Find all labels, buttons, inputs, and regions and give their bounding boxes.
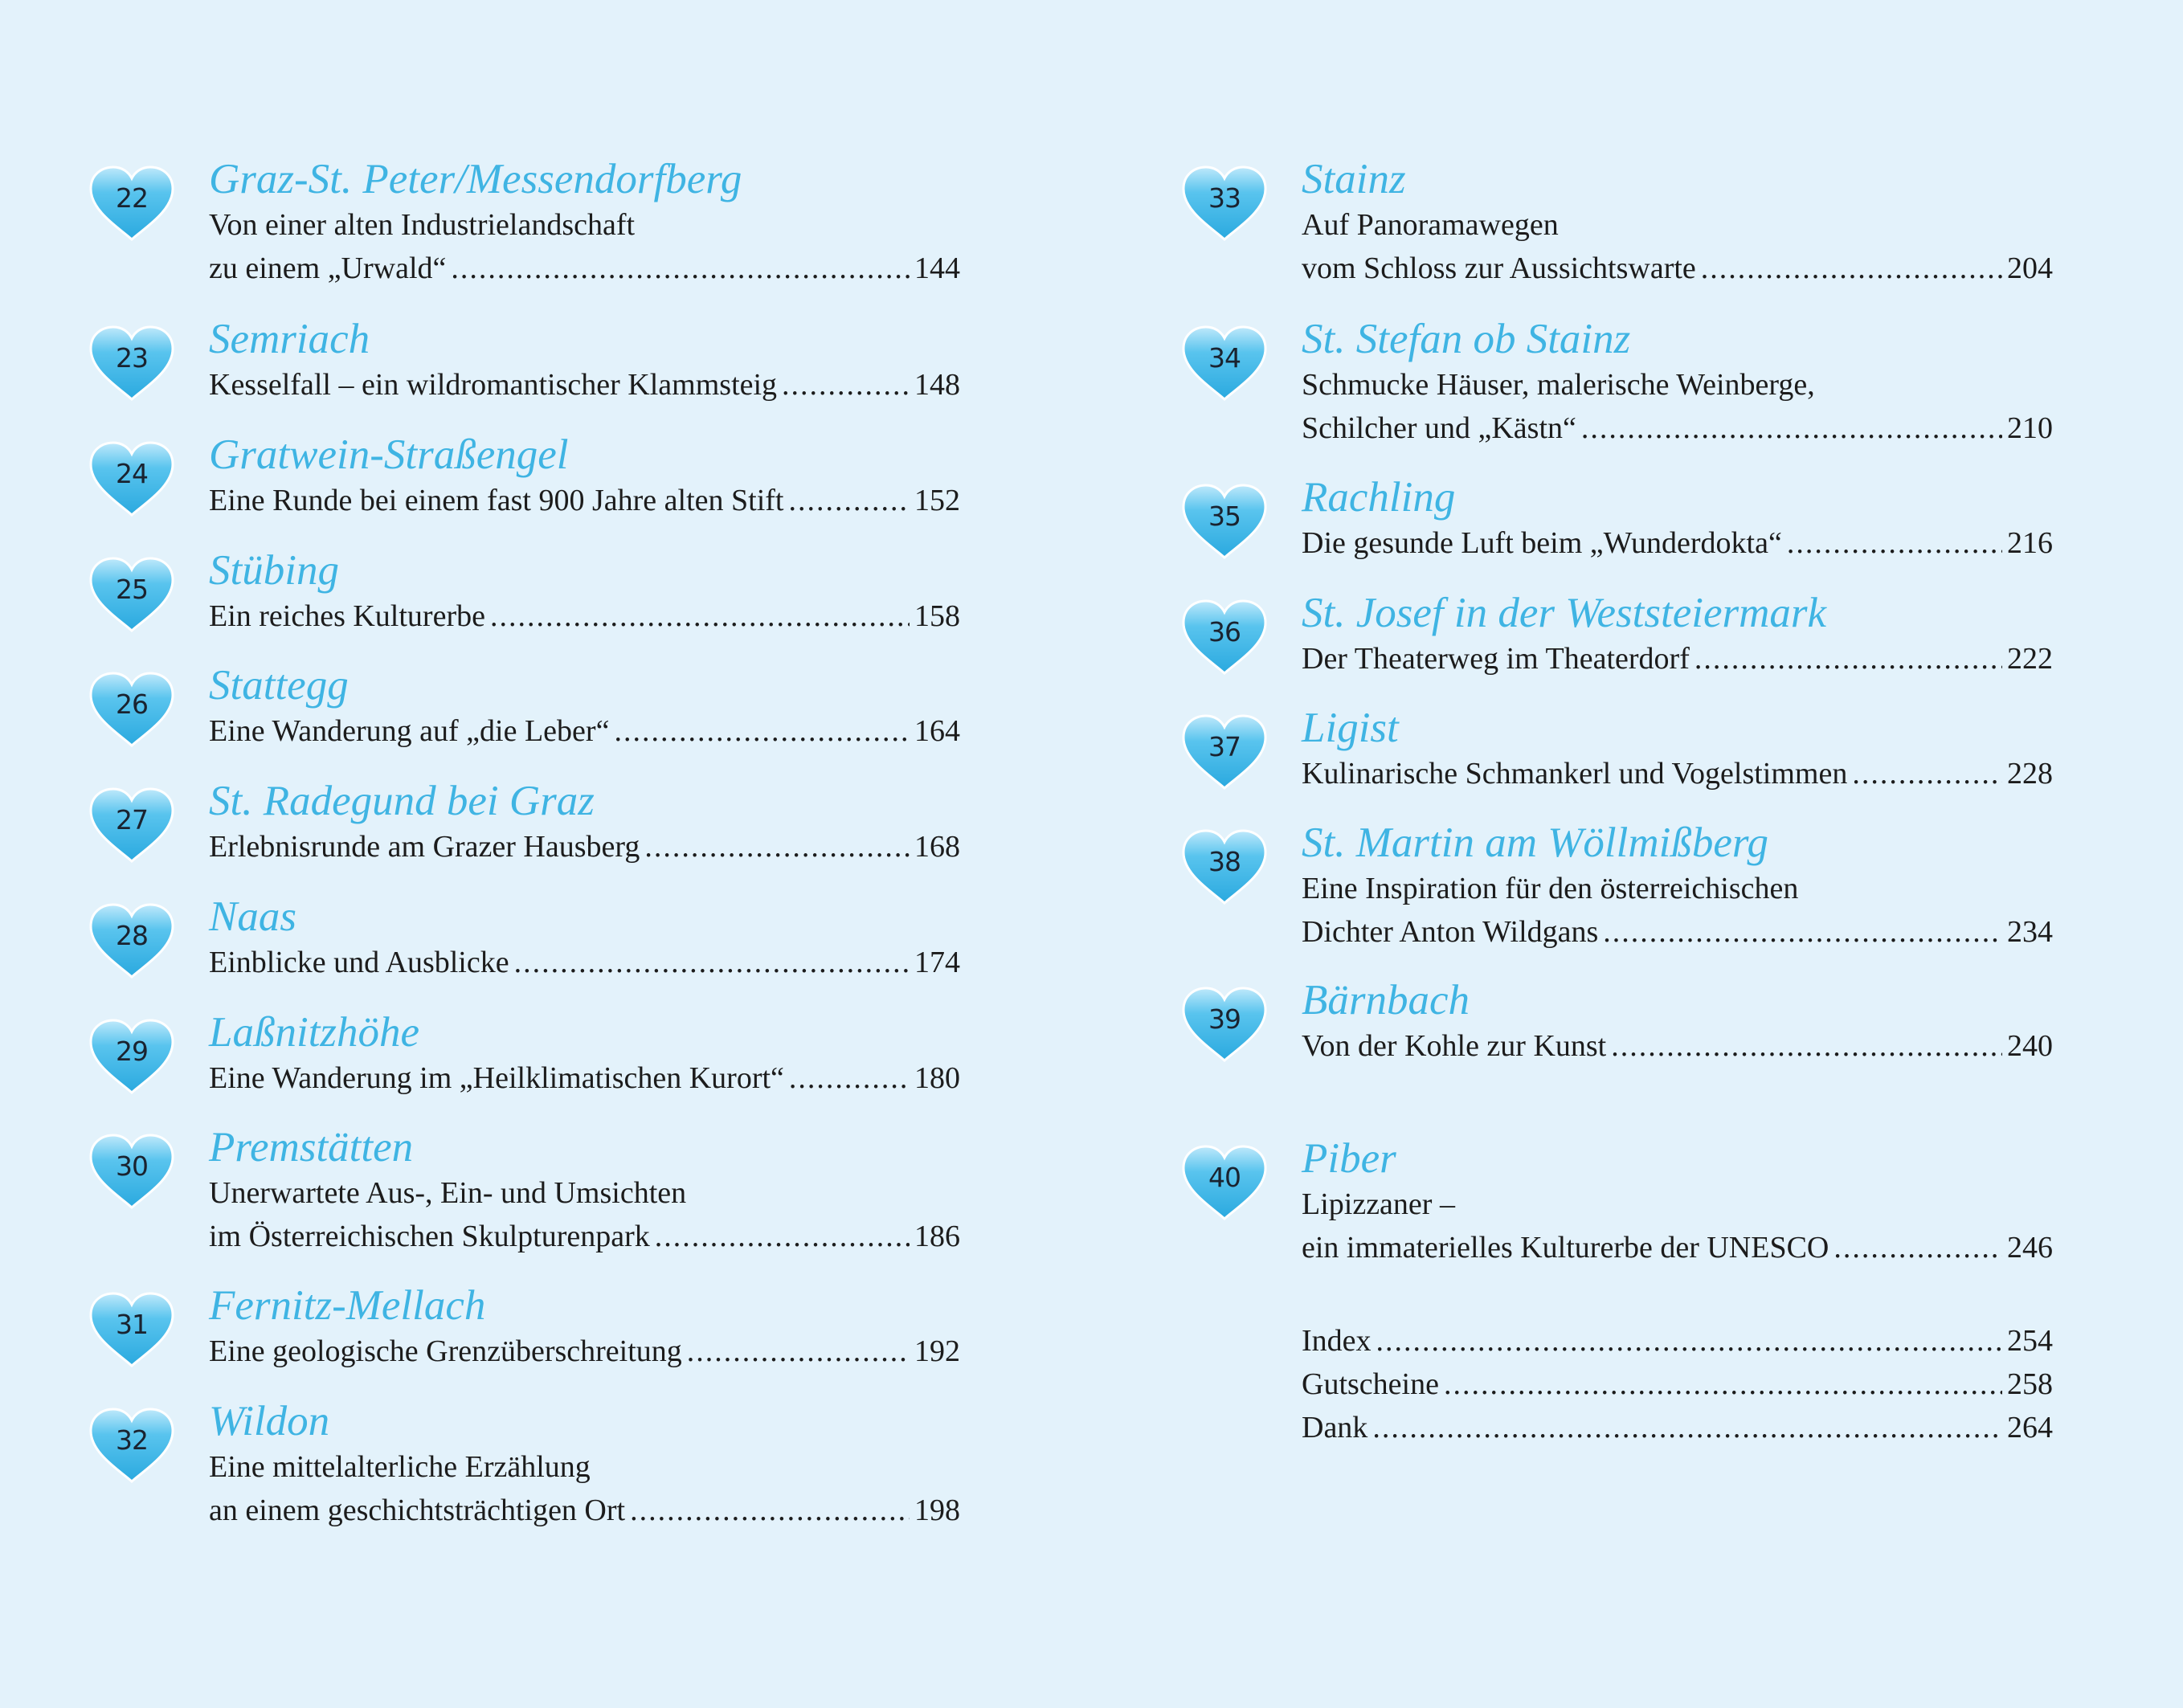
toc-leader-line <box>1302 1024 2053 1068</box>
dot-leader <box>1376 1319 2002 1363</box>
heart-icon <box>88 325 175 402</box>
description-text: Von der Kohle zur Kunst <box>1302 1029 1607 1063</box>
page-number[interactable]: 254 <box>2007 1324 2053 1358</box>
description-text: Eine mittelalterliche Erzählung <box>209 1450 591 1484</box>
route-number: 35 <box>1208 501 1241 532</box>
heart-icon <box>88 1291 175 1368</box>
route-title[interactable]: St. Josef in der Weststeiermark <box>1302 590 1827 636</box>
page-number[interactable]: 164 <box>914 714 960 748</box>
route-title[interactable]: Bärnbach <box>1302 977 1470 1024</box>
dot-leader <box>514 941 910 984</box>
entry-body <box>1302 589 2053 680</box>
page-number[interactable]: 216 <box>2007 526 2053 560</box>
description-text: Auf Panoramawegen <box>1302 208 1559 242</box>
route-title[interactable]: Gratwein-Straßengel <box>209 431 569 478</box>
route-number: 30 <box>116 1150 148 1182</box>
entry-body <box>209 893 960 984</box>
route-title[interactable]: Rachling <box>1302 474 1456 521</box>
toc-leader-line <box>209 825 960 868</box>
page-number[interactable]: 186 <box>914 1220 960 1253</box>
route-title[interactable]: Laßnitzhöhe <box>209 1009 420 1056</box>
route-title[interactable]: Graz-St. Peter/Messendorfberg <box>209 156 742 202</box>
toc-leader-line <box>1302 637 2053 680</box>
route-title[interactable]: Piber <box>1302 1135 1396 1182</box>
toc-leader-line <box>209 363 960 407</box>
toc-leader-line <box>209 1489 960 1532</box>
route-title[interactable]: St. Martin am Wöllmißberg <box>1302 819 1769 866</box>
toc-leader-line <box>1302 1226 2053 1269</box>
entry-body <box>209 155 960 290</box>
route-description <box>209 709 960 753</box>
entry-body <box>1302 1134 2053 1269</box>
entry-body <box>209 1281 960 1373</box>
description-text: Unerwartete Aus-, Ein- und Umsichten <box>209 1176 687 1210</box>
page-number[interactable]: 246 <box>2007 1231 2053 1265</box>
dot-leader <box>782 363 910 407</box>
page-number[interactable]: 210 <box>2007 411 2053 445</box>
page-number[interactable]: 192 <box>914 1334 960 1368</box>
dot-leader <box>1581 407 2002 450</box>
page-number[interactable]: 144 <box>914 251 960 285</box>
entry-body <box>209 1008 960 1100</box>
page-number[interactable]: 158 <box>914 599 960 633</box>
toc-leader-line <box>209 709 960 753</box>
description-text: im Österreichischen Skulpturenpark <box>209 1220 650 1253</box>
toc-leader-line <box>1302 247 2053 290</box>
route-title[interactable]: Wildon <box>209 1398 330 1444</box>
description-text: Gutscheine <box>1302 1367 1439 1401</box>
page-number[interactable]: 228 <box>2007 757 2053 791</box>
heart-icon <box>88 671 175 748</box>
description-text: Eine geologische Grenzüberschreitung <box>209 1334 682 1368</box>
entry-body <box>1302 704 2053 795</box>
dot-leader <box>630 1489 910 1532</box>
description-text: Eine Wanderung auf „die Leber“ <box>209 714 610 748</box>
route-number: 38 <box>1208 846 1241 877</box>
page-number[interactable]: 204 <box>2007 251 2053 285</box>
description-text: Eine Runde bei einem fast 900 Jahre alten Stift <box>209 484 784 517</box>
heart-icon <box>1181 165 1268 242</box>
route-description <box>1302 363 2053 450</box>
page-number[interactable]: 264 <box>2007 1411 2053 1444</box>
description-text: Einblicke und Ausblicke <box>209 946 509 979</box>
dot-leader <box>644 825 910 868</box>
toc-extras <box>1302 1319 2053 1449</box>
toc-leader-line <box>209 941 960 984</box>
heart-icon <box>88 1133 175 1210</box>
dot-leader <box>1787 521 2002 565</box>
dot-leader <box>1852 752 2002 795</box>
dot-leader <box>1444 1363 2002 1406</box>
entry-body <box>1302 155 2053 290</box>
entry-body <box>1302 976 2053 1068</box>
route-description <box>209 203 960 290</box>
route-title[interactable]: Premstätten <box>209 1124 414 1171</box>
entry-body <box>1302 315 2053 450</box>
heart-icon <box>1181 1144 1268 1221</box>
entry-body <box>209 315 960 407</box>
route-number: 24 <box>116 458 148 489</box>
route-description <box>1302 1183 2053 1269</box>
toc-extra-index[interactable] <box>1302 1319 2053 1363</box>
toc-leader-line <box>1302 407 2053 450</box>
dot-leader <box>490 595 910 638</box>
description-text: Lipizzaner – <box>1302 1187 1455 1221</box>
route-title[interactable]: Fernitz-Mellach <box>209 1282 486 1329</box>
dot-leader <box>1694 637 2002 680</box>
toc-leader-line <box>209 1330 960 1373</box>
heart-icon <box>1181 483 1268 560</box>
toc-leader-line <box>1302 752 2053 795</box>
page-number[interactable]: 152 <box>914 484 960 517</box>
route-description <box>209 595 960 638</box>
description-text: Eine Wanderung im „Heilklimatischen Kurort“ <box>209 1061 784 1095</box>
heart-icon <box>1181 713 1268 791</box>
description-text: Schmucke Häuser, malerische Weinberge, <box>1302 368 1815 402</box>
entry-body <box>209 661 960 753</box>
entry-body <box>209 431 960 522</box>
route-number: 40 <box>1208 1162 1241 1193</box>
route-title[interactable]: St. Radegund bei Graz <box>209 778 595 824</box>
route-number: 29 <box>116 1036 148 1067</box>
toc-leader-line <box>209 1215 960 1258</box>
heart-icon <box>88 1018 175 1095</box>
description-text: Die gesunde Luft beim „Wunderdokta“ <box>1302 526 1782 560</box>
route-number: 28 <box>116 920 148 951</box>
dot-leader <box>451 247 910 290</box>
description-text: Erlebnisrunde am Grazer Hausberg <box>209 830 640 864</box>
route-description <box>209 1056 960 1100</box>
description-text: Eine Inspiration für den österreichischen <box>1302 872 1799 905</box>
heart-icon <box>88 902 175 979</box>
toc-leader-line <box>209 479 960 522</box>
heart-icon <box>1181 828 1268 905</box>
toc-extra-dank[interactable] <box>1302 1406 2053 1449</box>
route-title[interactable]: St. Stefan ob Stainz <box>1302 316 1631 362</box>
route-number: 34 <box>1208 342 1241 374</box>
route-description <box>209 941 960 984</box>
entry-body <box>1302 473 2053 565</box>
page-number[interactable]: 148 <box>914 368 960 402</box>
toc-leader-line <box>209 595 960 638</box>
route-number: 23 <box>116 342 148 374</box>
heart-icon <box>88 165 175 242</box>
heart-icon <box>1181 986 1268 1063</box>
route-description <box>209 825 960 868</box>
description-text: vom Schloss zur Aussichtswarte <box>1302 251 1696 285</box>
page-number[interactable]: 174 <box>914 946 960 979</box>
route-description <box>1302 203 2053 290</box>
route-title[interactable]: Stübing <box>209 547 339 594</box>
route-description <box>1302 521 2053 565</box>
route-number: 39 <box>1208 1003 1241 1035</box>
description-text: Der Theaterweg im Theaterdorf <box>1302 642 1690 676</box>
dot-leader <box>789 1056 910 1100</box>
route-description <box>1302 752 2053 795</box>
description-text: zu einem „Urwald“ <box>209 251 447 285</box>
route-number: 27 <box>116 804 148 836</box>
route-number: 32 <box>116 1424 148 1456</box>
route-number: 37 <box>1208 731 1241 762</box>
route-number: 33 <box>1208 182 1241 214</box>
dot-leader <box>687 1330 910 1373</box>
entry-body <box>209 1123 960 1258</box>
dot-leader <box>1701 247 2002 290</box>
route-description <box>1302 1024 2053 1068</box>
route-title[interactable]: Stattegg <box>209 662 349 709</box>
route-number: 26 <box>116 689 148 720</box>
heart-icon <box>1181 599 1268 676</box>
description-text: Index <box>1302 1324 1372 1358</box>
page-number[interactable]: 168 <box>914 830 960 864</box>
entry-body <box>209 1397 960 1532</box>
dot-leader <box>1833 1226 2002 1269</box>
heart-icon <box>1181 325 1268 402</box>
toc-leader-line <box>209 1056 960 1100</box>
dot-leader <box>655 1215 910 1258</box>
route-number: 36 <box>1208 616 1241 648</box>
description-text: an einem geschichtsträchtigen Ort <box>209 1493 626 1527</box>
route-description <box>209 1445 960 1532</box>
route-number: 22 <box>116 182 148 214</box>
route-description <box>209 1171 960 1258</box>
route-description <box>209 479 960 522</box>
entry-body <box>209 546 960 638</box>
heart-icon <box>88 556 175 633</box>
route-title[interactable]: Stainz <box>1302 156 1406 202</box>
description-text: ein immaterielles Kulturerbe der UNESCO <box>1302 1231 1829 1265</box>
page-number[interactable]: 234 <box>2007 915 2053 949</box>
description-text: Dank <box>1302 1411 1368 1444</box>
description-text: Kulinarische Schmankerl und Vogelstimmen <box>1302 757 1848 791</box>
route-title[interactable]: Ligist <box>1302 705 1399 751</box>
heart-icon <box>88 787 175 864</box>
description-text: Ein reiches Kulturerbe <box>209 599 485 633</box>
dot-leader <box>1611 1024 2002 1068</box>
route-number: 31 <box>116 1309 148 1340</box>
route-description <box>209 1330 960 1373</box>
entry-body <box>209 777 960 868</box>
description-text: Dichter Anton Wildgans <box>1302 915 1599 949</box>
dot-leader <box>614 709 910 753</box>
toc-leader-line <box>1302 910 2053 954</box>
dot-leader <box>1372 1406 2002 1449</box>
description-text: Von einer alten Industrielandschaft <box>209 208 636 242</box>
toc-leader-line <box>209 247 960 290</box>
route-number: 25 <box>116 574 148 605</box>
page-number[interactable]: 258 <box>2007 1367 2053 1401</box>
heart-icon <box>88 1407 175 1484</box>
page-number[interactable]: 222 <box>2007 642 2053 676</box>
route-description <box>209 363 960 407</box>
toc-leader-line <box>1302 521 2053 565</box>
page-number[interactable]: 180 <box>914 1061 960 1095</box>
dot-leader <box>1603 910 2002 954</box>
route-description <box>1302 637 2053 680</box>
dot-leader <box>788 479 910 522</box>
heart-icon <box>88 440 175 517</box>
route-title[interactable]: Semriach <box>209 316 370 362</box>
page-number[interactable]: 240 <box>2007 1029 2053 1063</box>
route-description <box>1302 867 2053 954</box>
route-title[interactable]: Naas <box>209 893 296 940</box>
entry-body <box>1302 819 2053 954</box>
description-text: Kesselfall – ein wildromantischer Klammsteig <box>209 368 778 402</box>
page-number[interactable]: 198 <box>914 1493 960 1527</box>
toc-extra-gutscheine[interactable] <box>1302 1363 2053 1406</box>
description-text: Schilcher und „Kästn“ <box>1302 411 1576 445</box>
